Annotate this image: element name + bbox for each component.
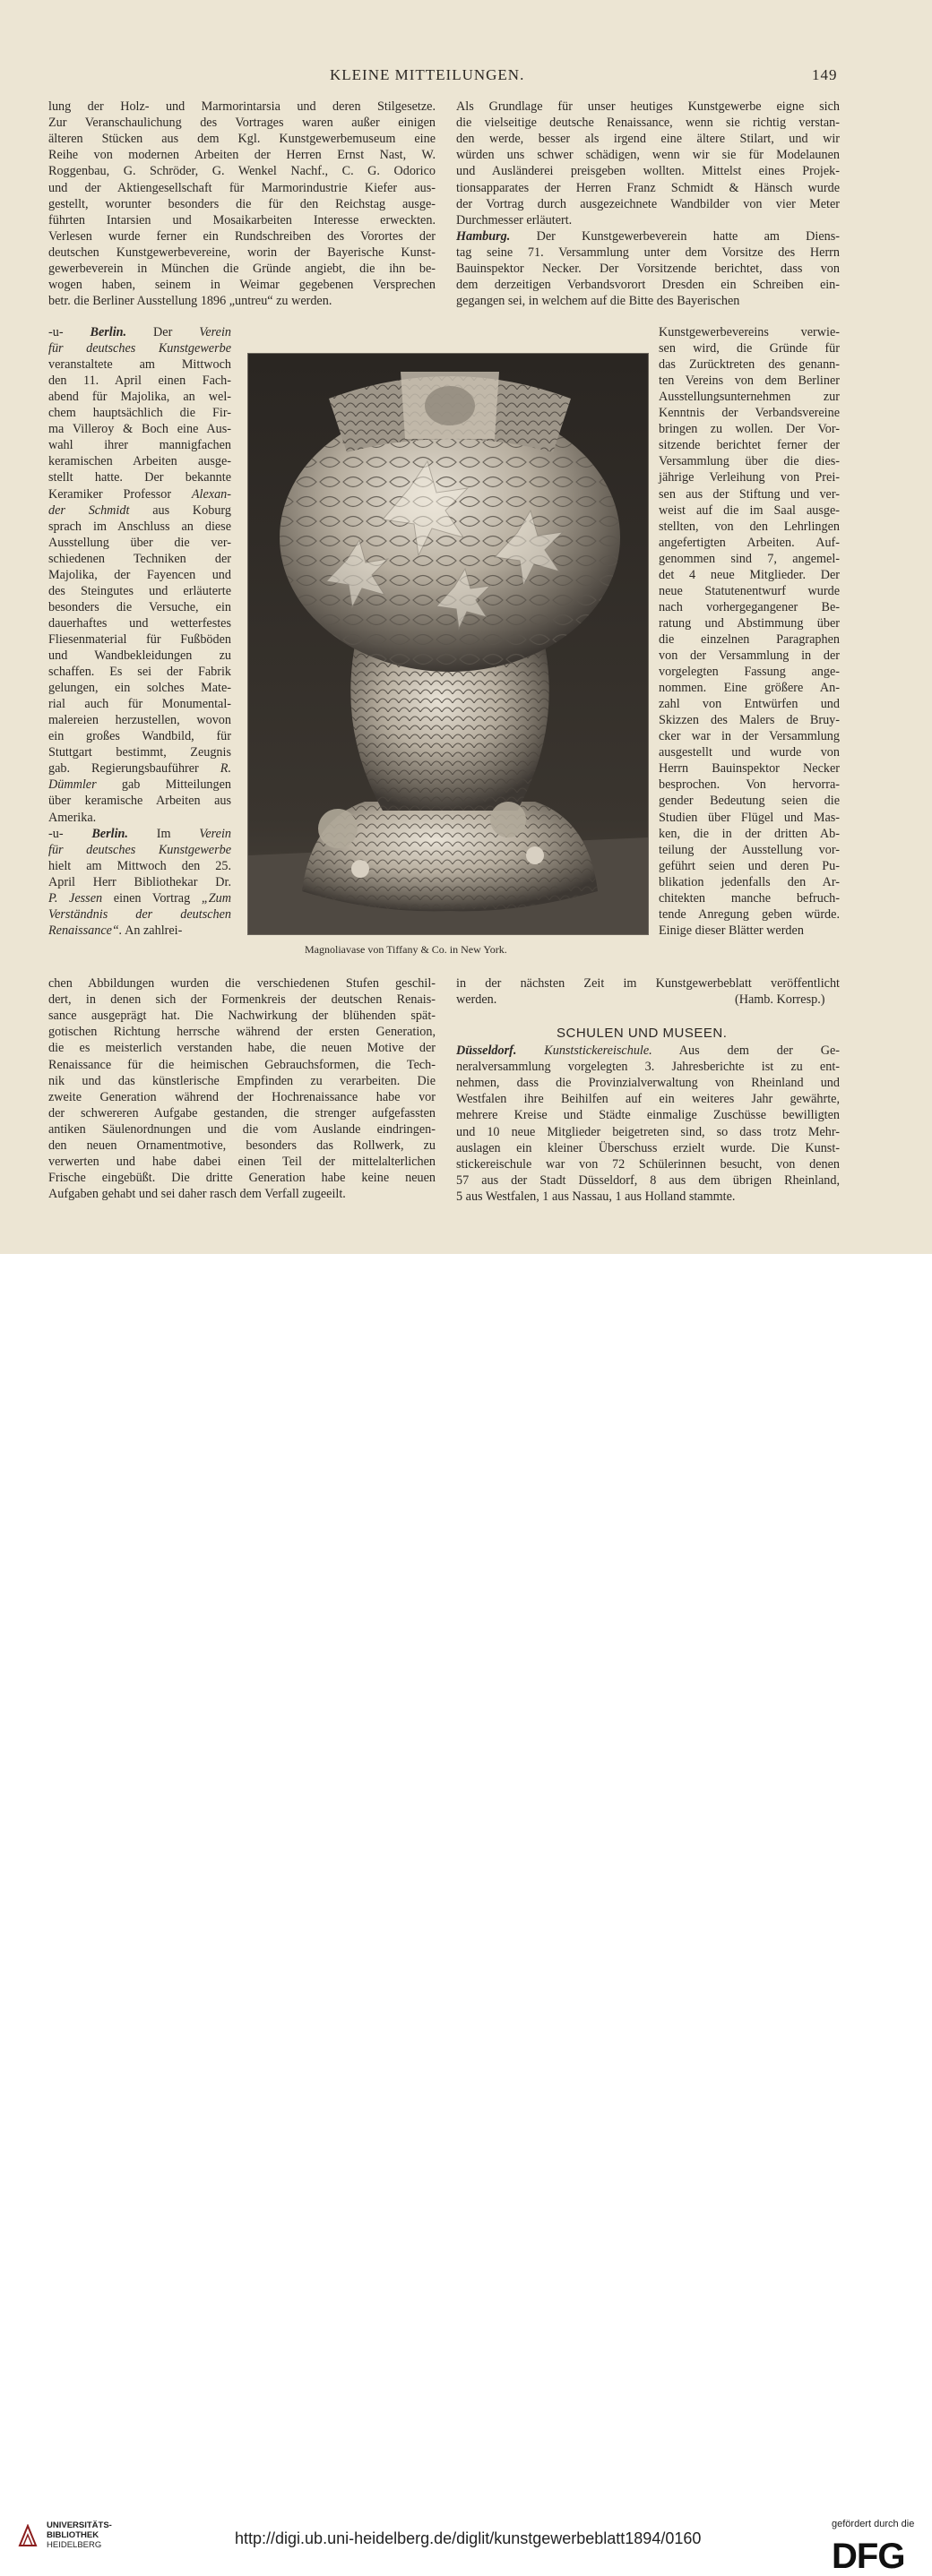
text-line: (Hamb. Korresp.) [735, 992, 825, 1008]
text-line: werden. [456, 992, 497, 1008]
text-line: ma Villeroy & Boch eine Aus- [48, 422, 231, 437]
text-line: die vielseitige deutsche Renaissance, wenn sie richtig verstan- [456, 116, 840, 131]
text-line: wahl ihrer mannigfachen [48, 438, 231, 453]
text-line: Düsseldorf. Kunststickereischule. Aus dem der Ge- [456, 1043, 841, 1058]
text-line: der schwereren Aufgabe gestanden, die strenger aufgefassten [48, 1105, 436, 1121]
text-line: neralversammlung vorgelegten 3. Jahresberichte ist zu ent- [456, 1060, 840, 1075]
text-line: ken, die in der dritten Ab- [659, 826, 840, 841]
text-line: Keramiker Professor Alexan- [48, 486, 231, 502]
page-number: 149 [812, 66, 838, 83]
text-line: sen wird, die Gründe für [659, 341, 840, 356]
text-line: besonders die Versuche, ein [48, 599, 231, 614]
text-line: mehrere Kreise und Städte einmalige Zuschüsse bewilligten [456, 1108, 840, 1123]
library-name-line: UNIVERSITÄTS- [47, 2520, 112, 2530]
text-line: Kenntnis der Verbandsvereine [659, 406, 840, 421]
text-line: deutschen Kunstgewerbevereine, worin der Bayerische Kunst- [48, 245, 436, 260]
text-line: Dümmler gab Mitteilungen [48, 777, 231, 793]
funding-note: gefördert durch die [832, 2519, 915, 2529]
text-line: Kunstgewerbevereins verwie- [659, 325, 840, 339]
text-line: des Steingutes und erläuterte [48, 583, 231, 598]
text-line: betr. die Berliner Ausstellung 1896 „untreu“ zu werden. [48, 294, 332, 309]
footer-bar [0, 1254, 932, 2576]
text-line: schaffen. Es sei der Fabrik [48, 665, 231, 680]
text-line: über keramische Arbeiten aus [48, 794, 231, 809]
text-line: wogen haben, seinem in Weimar gegebenen Versprechen [48, 278, 436, 293]
text-line: veranstaltete am Mittwoch [48, 357, 231, 373]
text-line: Renaissance“. An zahlrei- [48, 923, 183, 938]
text-line: lung der Holz- und Marmorintarsia und deren Stilgesetze. [48, 99, 436, 114]
text-line: nommen. Eine größere An- [659, 681, 840, 696]
text-line: Einige dieser Blätter werden [659, 923, 804, 938]
text-line: keramischen Arbeiten ausge- [48, 454, 231, 469]
text-line: teilung der Ausstellung vor- [659, 842, 840, 857]
text-line: gab. Regierungsbauführer R. [48, 761, 231, 777]
text-line: ein großes Wandbild, für [48, 729, 231, 744]
text-line: ten Vereins von dem Berliner [659, 374, 840, 389]
text-line: die es meisterlich verstanden habe, die neuen Motive der [48, 1041, 436, 1056]
text-line: malereien herzustellen, wovon [48, 713, 231, 728]
text-line: stickereischule war von 72 Schülerinnen besucht, von denen [456, 1156, 840, 1172]
text-line: P. Jessen einen Vortrag „Zum [48, 890, 231, 906]
text-line: Aufgaben gehabt und sei daher rasch dem Verfall zugeeilt. [48, 1187, 346, 1202]
text-line: nik und das künstlerische Empfinden zu verarbeiten. Die [48, 1073, 436, 1088]
text-line: den neuen Ornamentmotive, besonders das Rollwerk, zu [48, 1138, 436, 1153]
text-line: det 4 neue Mitglieder. Der [659, 567, 840, 582]
text-line: Ausstellungsunternehmen zur [659, 390, 840, 405]
text-line: gelungen, ein solches Mate- [48, 681, 231, 696]
text-line: -u- Berlin. Im Verein [48, 826, 232, 841]
text-line: Amerika. [48, 810, 97, 825]
text-line: und 10 neue Mitglieder beigetreten sind, so dass trotz Mehr- [456, 1124, 840, 1139]
library-seal-icon [18, 2524, 38, 2547]
text-line: in der nächsten Zeit im Kunstgewerbeblatt veröffentlicht [456, 976, 840, 991]
text-line: sen aus der Stiftung und ver- [659, 486, 840, 502]
text-line: rial auch für Monumental- [48, 697, 231, 712]
section-heading: SCHULEN UND MUSEEN. [557, 1026, 728, 1041]
text-line: Westfalen ihre Beihilfen auf ein weiteres Jahr gewährte, [456, 1092, 840, 1107]
text-line: Zur Veranschaulichung des Vortrages waren außer einigen [48, 116, 436, 131]
text-line: jährige Verleihung von Prei- [659, 470, 840, 485]
text-line: Renaissance für die heimischen Gebrauchsformen, die Tech- [48, 1057, 436, 1072]
text-line: gewerbeverein in München die Gründe angiebt, die ihn be- [48, 262, 436, 276]
running-head: KLEINE MITTEILUNGEN. [330, 66, 525, 83]
text-line: Reihe von modernen Arbeiten der Herren Ernst Nast, W. [48, 148, 436, 163]
text-line: der Vortrag durch ausgezeichnete Wandbilder von vier Meter [456, 196, 840, 211]
library-name-line: BIBLIOTHEK [47, 2530, 99, 2540]
text-line: angefertigten Arbeiten. Auf- [659, 535, 840, 550]
text-line: Als Grundlage für unser heutiges Kunstgewerbe eigne sich [456, 99, 840, 114]
text-line: Frische eingebüßt. Die dritte Generation habe keine neuen [48, 1171, 436, 1186]
text-line: dert, in denen sich der Formenkreis der deutschen Renais- [48, 992, 436, 1008]
text-line: für deutsches Kunstgewerbe [48, 341, 231, 356]
text-line: zahl von Entwürfen und [659, 697, 840, 712]
text-line: -u- Berlin. Der Verein [48, 325, 231, 339]
scanned-page [0, 0, 932, 1254]
text-line: blikation jedenfalls den Ar- [659, 874, 840, 889]
text-line: chen Abbildungen wurden die verschiedenen Stufen geschil- [48, 976, 436, 991]
text-line: dauerhaftes und wetterfestes [48, 615, 231, 631]
text-line: Bauinspektor Necker. Der Vorsitzende berichtet, dass von [456, 262, 840, 276]
text-line: tende Anregung geben würde. [659, 906, 840, 922]
text-line: Herrn Bauinspektor Necker [659, 761, 840, 777]
text-line: würden uns schwer schädigen, wenn wir sie für Modelaunen [456, 148, 840, 163]
dfg-logo: DFG [832, 2537, 905, 2576]
text-line: stellten, von den Lehrlingen [659, 519, 840, 534]
text-line: sprach im Anschluss an diese [48, 519, 231, 534]
text-line: Roggenbau, G. Schröder, G. Wenkel Nachf., C. G. Odorico [48, 164, 436, 179]
text-line: und der Aktiengesellschaft für Marmorindustrie Kiefer aus- [48, 180, 436, 195]
text-line: Durchmesser erläutert. [456, 212, 573, 228]
text-line: April Herr Bibliothekar Dr. [48, 874, 231, 889]
text-line: hielt am Mittwoch den 25. [48, 858, 231, 873]
text-line: tag seine 71. Versammlung unter dem Vorsitze des Herrn [456, 245, 840, 260]
text-line: gotischen Richtung herrsche während der ersten Generation, [48, 1025, 436, 1040]
text-line: älteren Stücken aus dem Kgl. Kunstgewerbemuseum eine [48, 132, 436, 147]
text-line: cker war in der Versammlung [659, 729, 840, 744]
text-line: Ausstellung über die ver- [48, 535, 231, 550]
library-name-line: HEIDELBERG [47, 2540, 102, 2550]
text-line: 57 aus der Stadt Düsseldorf, 8 aus dem übrigen Rheinland, [456, 1172, 840, 1188]
library-name [47, 2520, 112, 2550]
text-line: Fliesenmaterial für Fußböden [48, 631, 231, 647]
text-line: 5 aus Westfalen, 1 aus Nassau, 1 aus Holland stammte. [456, 1189, 736, 1204]
text-line: ratung und Abstimmung über [659, 615, 840, 631]
text-line: ausgestellt und wurde von [659, 745, 840, 760]
text-line: führten Intarsien und Mosaikarbeiten Interesse erweckten. [48, 212, 436, 228]
text-line: nehmen, dass die Provinzialverwaltung von Rheinland und [456, 1076, 840, 1091]
figure-caption: Magnoliavase von Tiffany & Co. in New York. [305, 943, 507, 956]
text-line: Hamburg. Der Kunstgewerbeverein hatte am Diens- [456, 228, 840, 244]
text-line: Verlesen wurde ferner ein Rundschreiben des Vorortes der [48, 228, 436, 244]
text-line: Studien über Flügel und Mas- [659, 810, 840, 825]
text-line: Versammlung über die dies- [659, 454, 840, 469]
vase-illustration [247, 353, 649, 935]
text-line: geführt seien und deren Pu- [659, 858, 840, 873]
text-line: weist auf die im Saal ausge- [659, 502, 840, 518]
text-line: zweite Generation während der Hochrenaissance habe vor [48, 1089, 436, 1104]
permalink[interactable]: http://digi.ub.uni-heidelberg.de/diglit/kunstgewerbeblatt1894/0160 [235, 2529, 702, 2547]
text-line: den 11. April einen Fach- [48, 374, 231, 389]
text-line: das Zurücktreten des genann- [659, 357, 840, 373]
text-line: bringen zu wollen. Der Vor- [659, 422, 840, 437]
text-line: neue Statutenentwurf wurde [659, 583, 840, 598]
text-line: der Schmidt aus Koburg [48, 502, 231, 518]
text-line: abend für Majolika, an wel- [48, 390, 231, 405]
text-line: gegangen sei, in welchem auf die Bitte des Bayerischen [456, 294, 740, 309]
text-line: und Ausländerei preisgeben wollten. Mittelst eines Projek- [456, 164, 840, 179]
text-line: tionsapparates der Herren Franz Schmidt & Hänsch wurde [456, 180, 840, 195]
text-line: besprochen. Von hervorra- [659, 777, 840, 793]
text-line: genommen sind 7, angemel- [659, 551, 840, 566]
text-line: chitekten manche befruch- [659, 890, 840, 906]
text-line: chem hauptsächlich die Fir- [48, 406, 231, 421]
text-line: antiken Säulenordnungen und die vom Auslande eindringen- [48, 1121, 436, 1137]
text-line: von der Versammlung in der [659, 648, 840, 663]
text-line: und Wandbekleidungen zu [48, 648, 231, 663]
text-line: sance ausgeprägt hat. Die Nachwirkung der blühenden spät- [48, 1009, 436, 1024]
text-line: verwerten und habe dabei einen Teil der mittelalterlichen [48, 1155, 436, 1170]
text-line: gender Bedeutung seien die [659, 794, 840, 809]
magnolia-vase-image [248, 354, 648, 934]
text-line: für deutsches Kunstgewerbe [48, 842, 231, 857]
text-line: nach vorhergegangener Be- [659, 599, 840, 614]
text-line: schiedenen Techniken der [48, 551, 231, 566]
text-line: den werde, besser als irgend eine ältere Stilart, und wir [456, 132, 840, 147]
text-line: Majolika, der Fayencen und [48, 567, 231, 582]
text-line: sitzende berichtet ferner der [659, 438, 840, 453]
text-line: Skizzen des Malers de Bruy- [659, 713, 840, 728]
text-line: gestellt, worunter besonders die für den Reichstag ausge- [48, 196, 436, 211]
text-line: die einzelnen Paragraphen [659, 631, 840, 647]
text-line: Stuttgart bestimmt, Zeugnis [48, 745, 231, 760]
text-line: vorgelegten Fassung ange- [659, 665, 840, 680]
text-line: auslagen ein kleiner Überschuss erzielt wurde. Die Kunst- [456, 1140, 840, 1155]
text-line: dem derzeitigen Verbandsvorort Dresden ein Schreiben ein- [456, 278, 840, 293]
text-line: Verständnis der deutschen [48, 906, 231, 922]
text-line: stellt hatte. Der bekannte [48, 470, 231, 485]
